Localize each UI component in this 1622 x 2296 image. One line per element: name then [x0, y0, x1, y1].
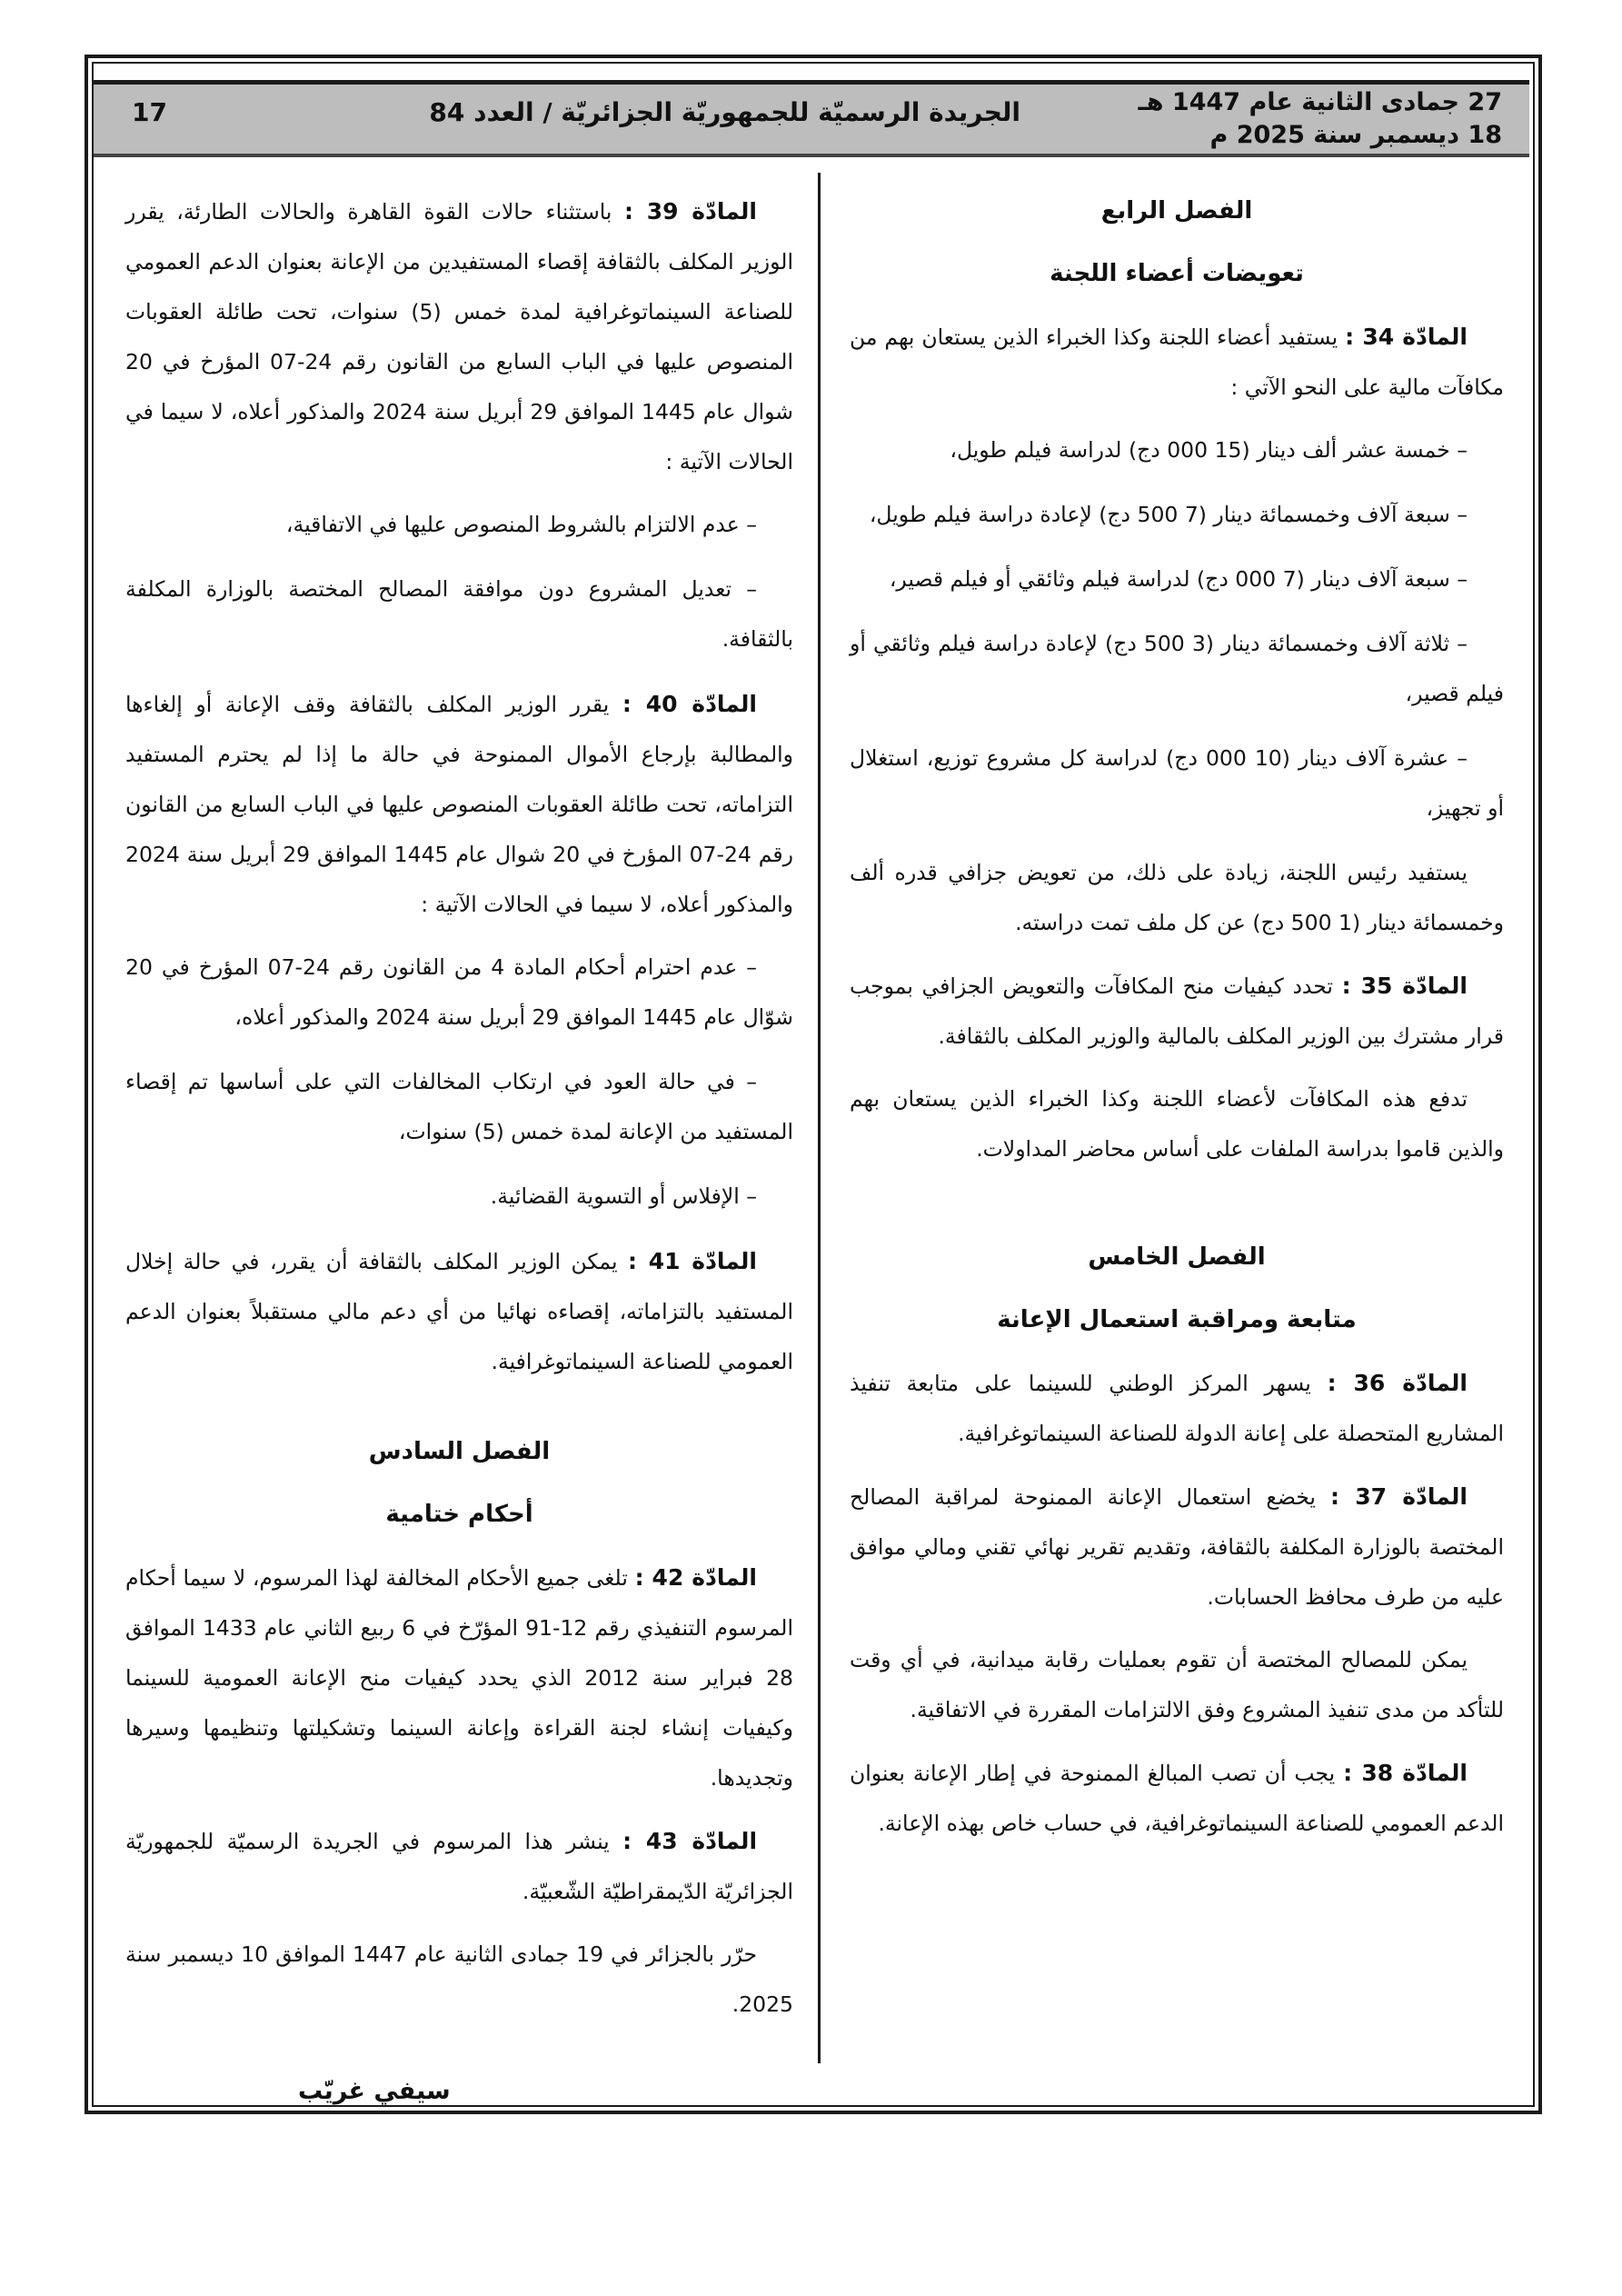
article-label: المادّة 36 : [1327, 1370, 1468, 1396]
article-label: المادّة 40 : [622, 691, 757, 717]
article-text: يسهر المركز الوطني للسينما على متابعة تنفيذ المشاريع المتحصلة على إعانة الدولة للصناعة السينماتوغرافية. [850, 1371, 1504, 1446]
list-item: – عشرة آلاف دينار (10 000 دج) لدراسة كل مشروع توزيع، استغلال أو تجهيز، [850, 745, 1504, 821]
article-text: تلغى جميع الأحكام المخالفة لهذا المرسوم، لا سيما أحكام المرسوم التنفيذي رقم 12-91 المؤرّخ في 6 ربيع الثاني عام 1433 الموافق 28 فبراير سنة 2012 الذي يحدد كيفيات منح الإعانة العمومية للسينما وكيفيات إنشاء لجنة القراءة وإعانة السينما وتشكيلتها وتنظيمها وسيرها وتجديدها. [125, 1565, 793, 1791]
article-text: يخضع استعمال الإعانة الممنوحة لمراقبة المصالح المختصة بالوزارة المكلفة بالثقافة، وتقديم تقرير نهائي تقني ومالي موافق عليه من طرف محافظ الحسابات. [850, 1484, 1504, 1610]
chapter-4-title: الفصل الرابع [1100, 197, 1253, 225]
header-title: الجريدة الرسميّة للجمهوريّة الجزائريّة / العدد 84 [429, 97, 1020, 127]
article-41 [125, 1236, 793, 1387]
article-38 [850, 1748, 1504, 1849]
closing-statement: حرّر بالجزائر في 19 جمادى الثانية عام 1447 الموافق 10 ديسمبر سنة 2025. [125, 1942, 793, 2017]
article-label: المادّة 42 : [634, 1564, 757, 1591]
list-item: – ثلاثة آلاف وخمسمائة دينار (3 500 دج) لإعادة دراسة فيلم وثائقي أو فيلم قصير، [850, 631, 1504, 706]
signature: سيفي غريّب [298, 2077, 451, 2105]
header-date [1139, 86, 1502, 152]
article-label: المادّة 41 : [628, 1248, 757, 1274]
paragraph: تدفع هذه المكافآت لأعضاء اللجنة وكذا الخبراء الذين يستعان بهم والذين قاموا بدراسة الملفات على أساس محاضر المداولات. [850, 1086, 1504, 1162]
article-40 [125, 679, 793, 930]
paragraph: يمكن للمصالح المختصة أن تقوم بعمليات رقابة ميدانية، في أي وقت للتأكد من مدى تنفيذ المشروع وفق الالتزامات المقررة في الاتفاقية. [850, 1647, 1504, 1722]
article-label: المادّة 35 : [1341, 973, 1468, 999]
page-number: 17 [132, 97, 167, 127]
right-column [850, 186, 1504, 1862]
list-item: – سبعة آلاف وخمسمائة دينار (7 500 دج) لإعادة دراسة فيلم طويل، [869, 502, 1468, 527]
article-43 [125, 1816, 793, 1917]
list-item: – الإفلاس أو التسوية القضائية. [490, 1183, 757, 1209]
chapter-6-subtitle: أحكام ختامية [385, 1501, 533, 1528]
article-37 [850, 1472, 1504, 1622]
header-date-hijri: 27 جمادى الثانية عام 1447 هـ [1138, 88, 1502, 116]
article-text: باستثناء حالات القوة القاهرة والحالات الطارئة، يقرر الوزير المكلف بالثقافة إقصاء المستفيدين من الإعانة بعنوان الدعم العمومي للصناعة السينماتوغرافية لمدة خمس (5) سنوات، تحت طائلة العقوبات المنصوص عليها في الباب السابع من القانون رقم 24-07 المؤرخ في 20 شوال عام 1445 الموافق 29 أبريل سنة 2024 والمذكور أعلاه، لا سيما في الحالات الآتية : [125, 199, 793, 474]
article-label: المادّة 34 : [1345, 324, 1468, 350]
article-text: يقرر الوزير المكلف بالثقافة وقف الإعانة أو إلغاءها والمطالبة بإرجاع الأموال الممنوحة في حالة ما إذا لم يحترم المستفيد التزاماته، تحت طائلة العقوبات المنصوص عليها في الباب السابع من القانون رقم 24-07 المؤرخ في 20 شوال عام 1445 الموافق 29 أبريل سنة 2024 والمذكور أعلاه، لا سيما في الحالات الآتية : [125, 692, 794, 917]
chapter-5-title: الفصل الخامس [1088, 1243, 1266, 1271]
header-date-gregorian: 18 ديسمبر سنة 2025 م [1209, 121, 1502, 149]
list-item: – عدم احترام أحكام المادة 4 من القانون رقم 24-07 المؤرخ في 20 شوّال عام 1445 الموافق 29 أبريل سنة 2024 والمذكور أعلاه، [125, 954, 793, 1030]
list-item: – سبعة آلاف دينار (7 000 دج) لدراسة فيلم وثائقي أو فيلم قصير، [889, 566, 1468, 592]
article-label: المادّة 38 : [1343, 1760, 1468, 1786]
list-item: – تعديل المشروع دون موافقة المصالح المختصة بالوزارة المكلفة بالثقافة. [125, 576, 793, 652]
column-divider [818, 173, 821, 2063]
article-text: ينشر هذا المرسوم في الجريدة الرسميّة للجمهوريّة الجزائريّة الدّيمقراطيّة الشّعبيّة. [125, 1829, 793, 1904]
article-35 [850, 961, 1504, 1062]
article-label: المادّة 39 : [624, 198, 757, 225]
article-text: يجب أن تصب المبالغ الممنوحة في إطار الإعانة بعنوان الدعم العمومي للصناعة السينماتوغرافية، في حساب خاص بهذه الإعانة. [850, 1761, 1504, 1836]
article-36 [850, 1358, 1504, 1459]
list-item: – خمسة عشر ألف دينار (15 000 دج) لدراسة فيلم طويل، [950, 437, 1468, 463]
article-42 [125, 1552, 793, 1803]
article-label: المادّة 37 : [1329, 1483, 1468, 1510]
chapter-5-subtitle: متابعة ومراقبة استعمال الإعانة [997, 1306, 1357, 1333]
chapter-4-subtitle: تعويضات أعضاء اللجنة [1050, 260, 1304, 287]
list-item: – عدم الالتزام بالشروط المنصوص عليها في الاتفاقية، [285, 512, 757, 537]
article-text: تحدد كيفيات منح المكافآت والتعويض الجزافي بموجب قرار مشترك بين الوزير المكلف بالمالية والوزير المكلف بالثقافة. [850, 973, 1504, 1049]
article-text: يستفيد أعضاء اللجنة وكذا الخبراء الذين يستعان بهم من مكافآت مالية على النحو الآتي : [850, 324, 1504, 400]
gazette-header [94, 80, 1529, 157]
paragraph: يستفيد رئيس اللجنة، زيادة على ذلك، من تعويض جزافي قدره ألف وخمسمائة دينار (1 500 دج) عن كل ملف تمت دراسته. [850, 860, 1504, 935]
chapter-6-title: الفصل السادس [368, 1438, 551, 1465]
left-column [125, 186, 793, 2116]
article-39 [125, 186, 793, 487]
article-34 [850, 312, 1504, 413]
article-text: يمكن الوزير المكلف بالثقافة أن يقرر، في حالة إخلال المستفيد بالتزاماته، إقصاءه نهائيا من أي دعم مالي مستقبلاً بعنوان الدعم العمومي للصناعة السينماتوغرافية. [125, 1249, 793, 1374]
article-label: المادّة 43 : [622, 1828, 758, 1854]
list-item: – في حالة العود في ارتكاب المخالفات التي على أساسها تم إقصاء المستفيد من الإعانة لمدة خمس (5) سنوات، [125, 1069, 793, 1144]
